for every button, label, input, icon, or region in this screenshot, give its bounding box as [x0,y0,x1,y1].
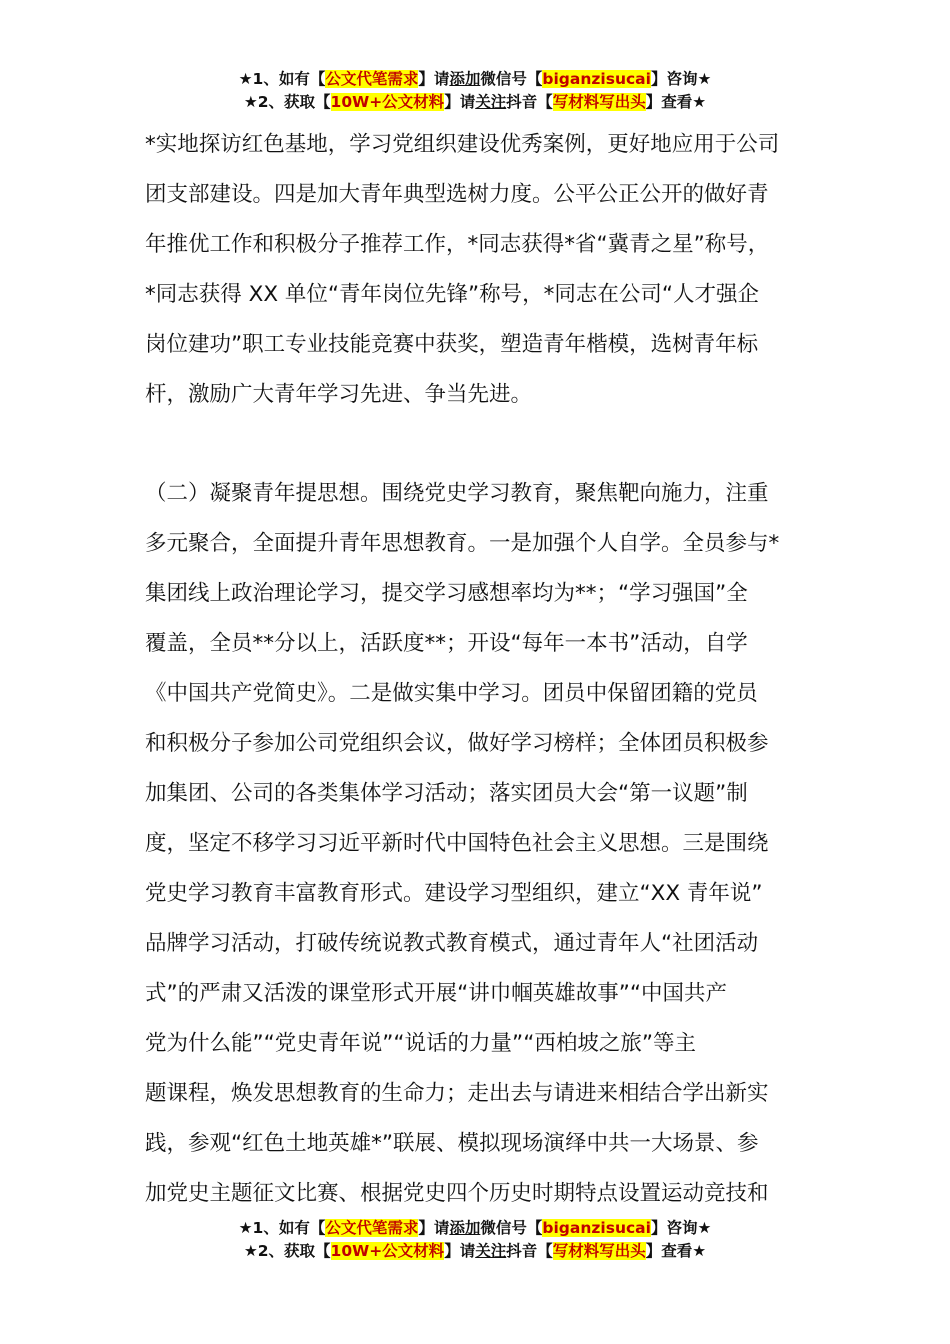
text-line: 度，坚定不移学习习近平新时代中国特色社会主义思想。三是围绕 [145,831,769,856]
header-banner [0,68,950,114]
banner-highlight: 公文代笔需求 [325,70,419,88]
text-line: 践，参观“红色土地英雄*”联展、模拟现场演绎中共一大场景、参 [145,1131,759,1156]
banner-highlight: 10W+公文材料 [330,1242,445,1260]
text-line: 题课程，焕发思想教育的生命力；走出去与请进来相结合学出新实 [145,1081,769,1106]
paragraph-2 [145,469,810,1219]
footer-banner [0,1217,950,1263]
text-line: 覆盖，全员**分以上，活跃度**；开设“每年一本书”活动，自学 [145,631,748,656]
text-line: 和积极分子参加公司党组织会议，做好学习榜样；全体团员积极参 [145,731,769,756]
banner-line-2: ★2、获取【10W+公文材料】请关注抖音【写材料写出头】查看★ [243,1242,707,1260]
text-line: 杆，激励广大青年学习先进、争当先进。 [145,382,533,407]
banner-highlight: 写材料写出头 [552,93,646,111]
text-line: 年推优工作和积极分子推荐工作，*同志获得*省“冀青之星”称号， [145,232,770,257]
banner-highlight: biganzisucai [542,70,651,88]
text-line: 品牌学习活动，打破传统说教式教育模式，通过青年人“社团活动 [145,931,759,956]
text-line: 党史学习教育丰富教育形式。建设学习型组织，建立“XX 青年说” [145,881,763,906]
text-line: 加党史主题征文比赛、根据党史四个历史时期特点设置运动竞技和 [145,1181,769,1206]
text-line: *同志获得 XX 单位“青年岗位先锋”称号，*同志在公司“人才强企 [145,282,760,307]
banner-highlight: 公文代笔需求 [325,1219,419,1237]
text-line: 式”的严肃又活泼的课堂形式开展“讲巾帼英雄故事”“中国共产 [145,981,728,1006]
text-line: 团支部建设。四是加大青年典型选树力度。公平公正公开的做好青 [145,182,769,207]
text-line: *实地探访红色基地，学习党组织建设优秀案例，更好地应用于公司 [145,132,780,157]
section-heading-line: （二）凝聚青年提思想。围绕党史学习教育，聚焦靶向施力，注重 [145,481,769,506]
text-line: 集团线上政治理论学习，提交学习感想率均为**；“学习强国”全 [145,581,748,606]
text-line: 党为什么能”“党史青年说”“说话的力量”“西柏坡之旅”等主 [145,1031,696,1056]
banner-highlight: 写材料写出头 [552,1242,646,1260]
banner-line-1: ★1、如有【公文代笔需求】请添加微信号【biganzisucai】咨询★ [238,70,712,88]
banner-highlight: 10W+公文材料 [330,93,445,111]
text-line: 多元聚合，全面提升青年思想教育。一是加强个人自学。全员参与* [145,531,780,556]
banner-highlight: biganzisucai [542,1219,651,1237]
text-line: 加集团、公司的各类集体学习活动；落实团员大会“第一议题”制 [145,781,748,806]
text-line: 岗位建功”职工专业技能竞赛中获奖，塑造青年楷模，选树青年标 [145,332,759,357]
banner-line-1: ★1、如有【公文代笔需求】请添加微信号【biganzisucai】咨询★ [238,1219,712,1237]
banner-line-2: ★2、获取【10W+公文材料】请关注抖音【写材料写出头】查看★ [243,93,707,111]
paragraph-1 [145,120,810,420]
text-line: 《中国共产党简史》。二是做实集中学习。团员中保留团籍的党员 [145,681,758,706]
